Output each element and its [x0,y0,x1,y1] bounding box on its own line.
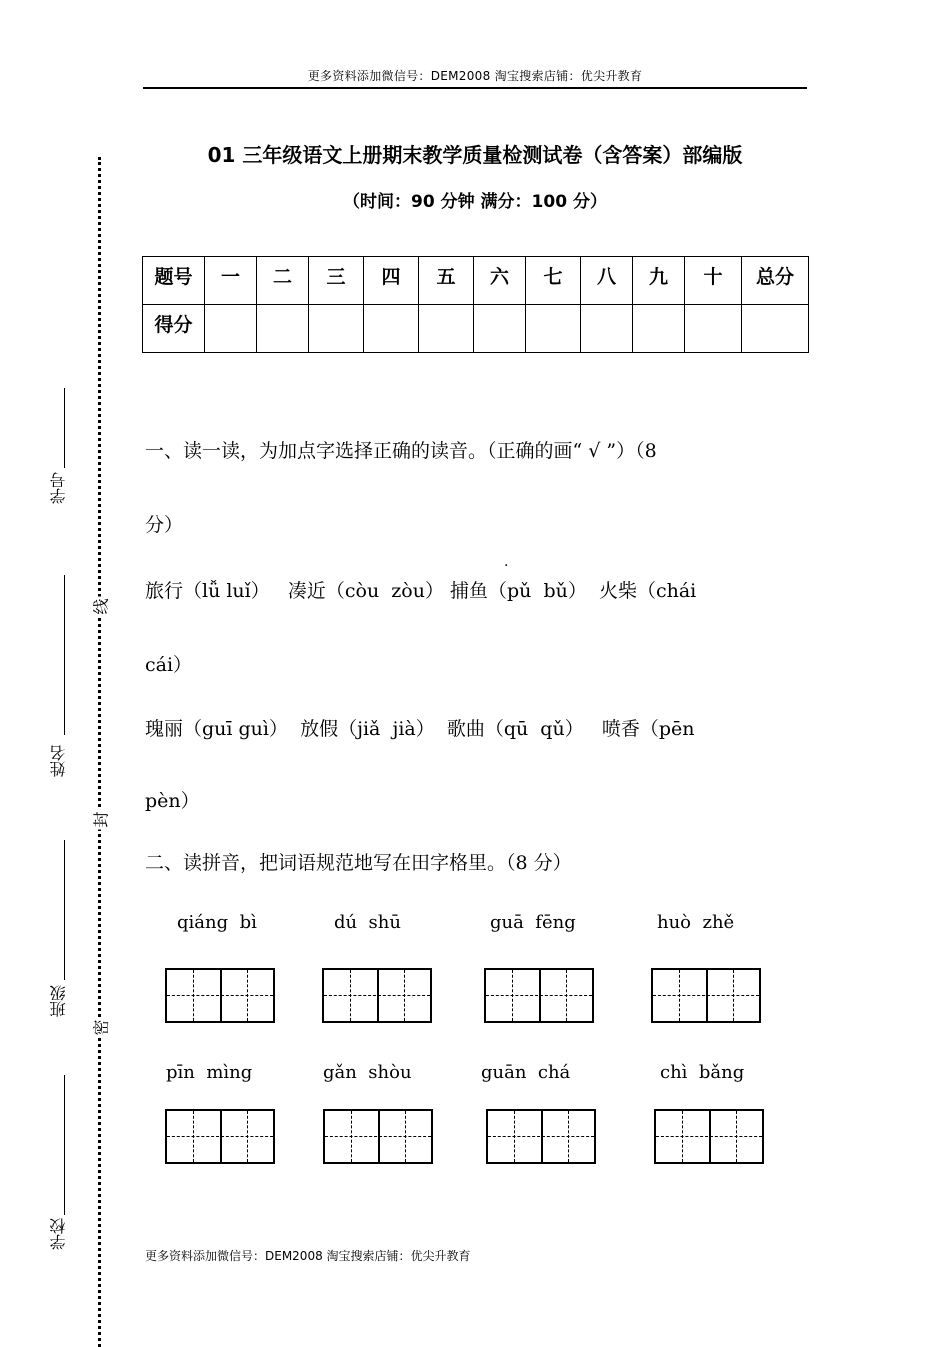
tianzige-grid[interactable] [322,968,432,1023]
seal-char-mi: 密 [89,1018,112,1038]
score-cell [364,305,419,353]
score-table-score-row [143,305,809,353]
table-cell: 七 [526,257,581,305]
name-label: 姓名 [49,745,68,777]
student-id-label: 学号 [49,472,68,504]
q1-line-1: 旅行（lǚ luǐ） 凑近（còu zòu） 捕鱼（pǔ bǔ） 火柴（chái [145,580,697,602]
score-cell [419,305,474,353]
table-cell: 题号 [143,257,205,305]
name-line [64,575,65,735]
pinyin-label: huò zhě [657,912,735,933]
score-cell [205,305,257,353]
student-id-line [64,388,65,468]
score-table [142,256,809,353]
tianzige-grid[interactable] [651,968,761,1023]
q1-line-1-cont: cái） [145,654,193,676]
table-cell: 六 [474,257,526,305]
school-label: 学校 [49,1218,68,1250]
q1-line-2-cont: pèn） [145,790,200,812]
pinyin-label: gǎn shòu [323,1062,412,1083]
pinyin-label: guā fēng [490,912,576,933]
score-cell [581,305,633,353]
table-cell: 一 [205,257,257,305]
pinyin-label: qiáng bì [177,912,257,933]
score-cell [257,305,309,353]
q1-heading: 一、读一读，为加点字选择正确的读音。（正确的画“ √ ”）（8 [145,440,657,462]
score-cell [474,305,526,353]
table-cell: 九 [633,257,685,305]
page-title: 01 三年级语文上册期末教学质量检测试卷（含答案）部编版 [207,143,743,167]
seal-char-feng: 封 [89,810,112,830]
tianzige-grid[interactable] [486,1109,596,1164]
table-cell: 总分 [742,257,809,305]
score-cell [633,305,685,353]
table-cell: 四 [364,257,419,305]
tianzige-grid[interactable] [654,1109,764,1164]
pinyin-label: chì bǎng [660,1062,745,1083]
tianzige-grid[interactable] [165,1109,275,1164]
binding-dotted-line [98,157,101,1347]
table-cell: 三 [309,257,364,305]
seal-char-xian: 线 [89,597,112,617]
q1-heading-cont: 分） [145,514,184,536]
tianzige-grid[interactable] [165,968,275,1023]
class-line [64,840,65,980]
emphasis-dot: · [504,558,509,574]
score-cell [685,305,742,353]
pinyin-label: dú shū [334,912,401,933]
tianzige-grid[interactable] [323,1109,433,1164]
header-rule [143,87,807,89]
table-cell: 十 [685,257,742,305]
q2-heading: 二、读拼音，把词语规范地写在田字格里。（8 分） [145,852,572,874]
table-cell: 五 [419,257,474,305]
score-cell [309,305,364,353]
school-line [64,1075,65,1215]
score-table-header-row [143,257,809,305]
q1-line-2: 瑰丽（guī guì） 放假（jiǎ jià） 歌曲（qū qǔ） 喷香（pēn [145,718,695,740]
table-cell: 八 [581,257,633,305]
class-label: 班级 [49,985,68,1017]
page-footer: 更多资料添加微信号：DEM2008 淘宝搜索店铺：优尖升教育 [145,1249,471,1263]
pinyin-label: guān chá [481,1062,571,1083]
score-cell [526,305,581,353]
score-cell [742,305,809,353]
tianzige-grid[interactable] [484,968,594,1023]
table-cell: 得分 [143,305,205,353]
table-cell: 二 [257,257,309,305]
pinyin-label: pīn mìng [166,1062,253,1083]
exam-time-score: （时间：90 分钟 满分：100 分） [343,192,607,212]
page-header: 更多资料添加微信号：DEM2008 淘宝搜索店铺：优尖升教育 [307,69,643,83]
